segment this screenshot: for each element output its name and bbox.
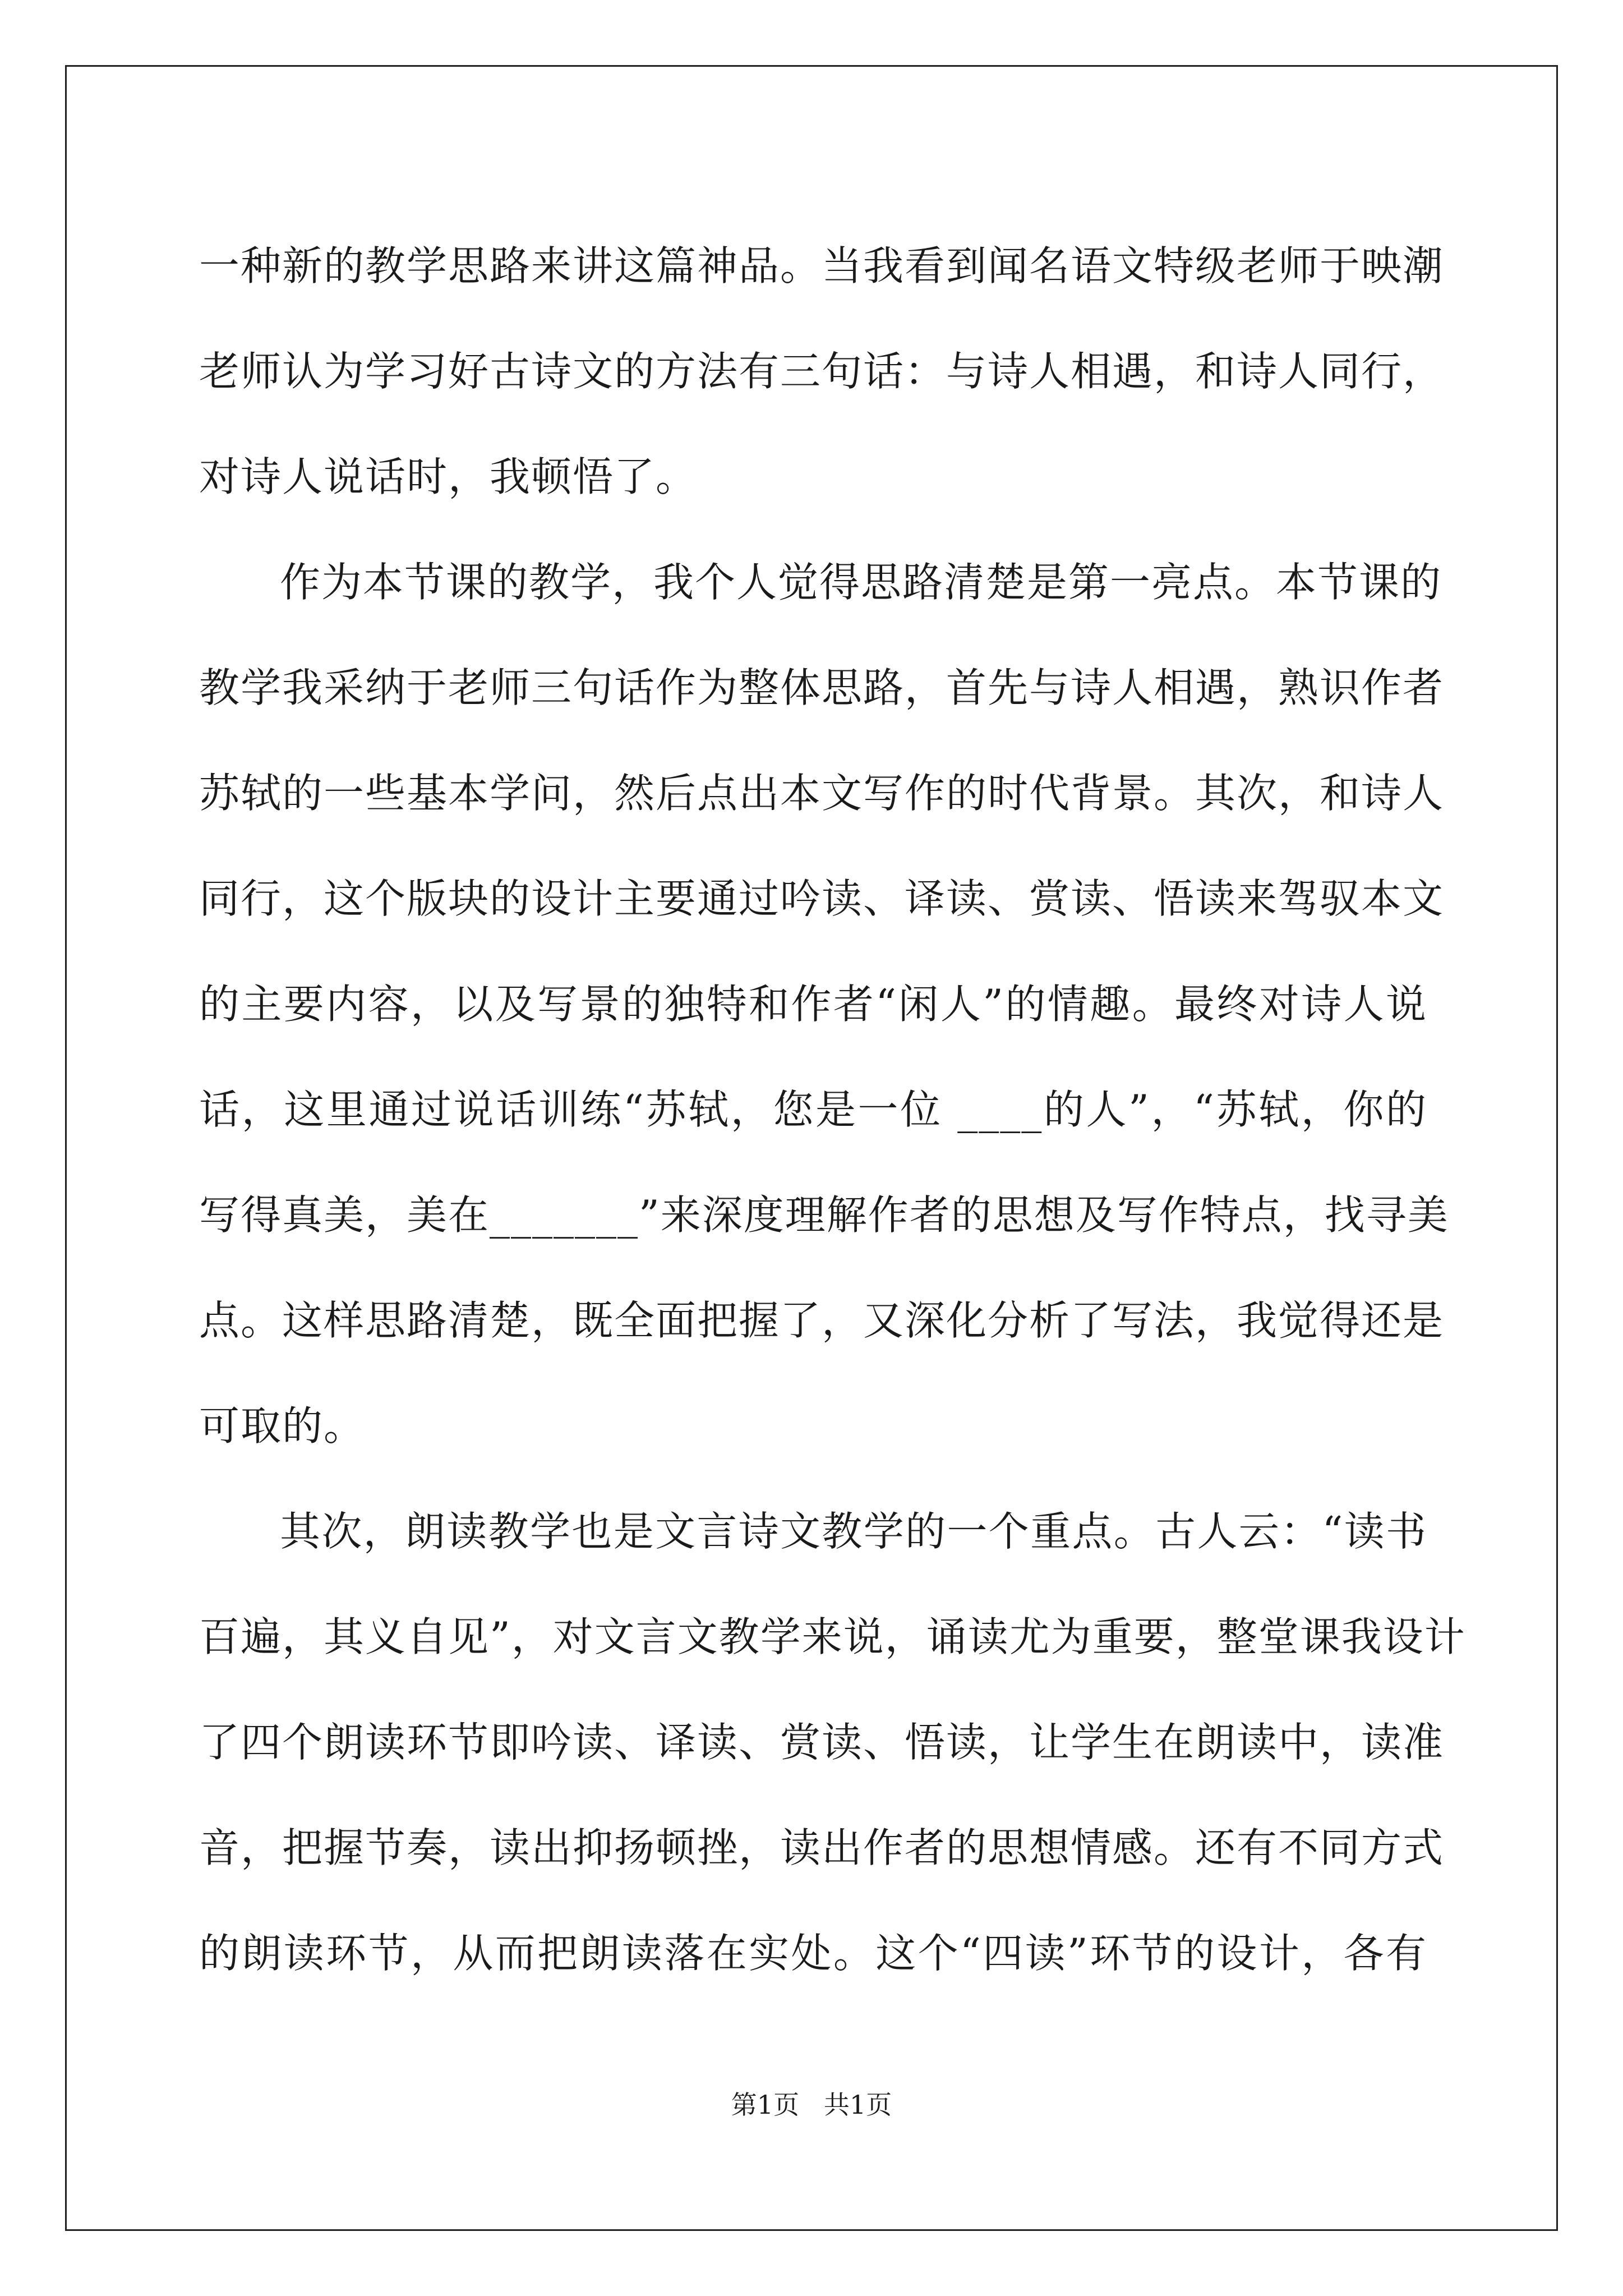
text-line: 一种新的教学思路来讲这篇神品。当我看到闻名语文特级老师于映潮 bbox=[199, 242, 1445, 289]
text-line: 话，这里通过说话训练“苏轼，您是一位 ____的人”，“苏轼，你的 bbox=[199, 1086, 1427, 1133]
text-line: 苏轼的一些基本学问，然后点出本文写作的时代背景。其次，和诗人 bbox=[199, 770, 1445, 817]
text-line: 音，把握节奏，读出抑扬顿挫，读出作者的思想情感。还有不同方式 bbox=[199, 1824, 1445, 1871]
page-number-footer: 第1页 共1页 bbox=[731, 2090, 892, 2120]
paragraph-3 bbox=[199, 1479, 1466, 2006]
text-line: 其次，朗读教学也是文言诗文教学的一个重点。古人云：“读书 bbox=[280, 1508, 1427, 1555]
text-line: 写得真美，美在_______”来深度理解作者的思想及写作特点，找寻美 bbox=[199, 1191, 1449, 1239]
text-line: 同行，这个版块的设计主要通过吟读、译读、赏读、悟读来驾驭本文 bbox=[199, 875, 1445, 922]
text-line: 百遍，其义自见”，对文言文教学来说，诵读尤为重要，整堂课我设计 bbox=[199, 1613, 1466, 1660]
text-line: 点。这样思路清楚，既全面把握了，又深化分析了写法，我觉得还是 bbox=[199, 1297, 1445, 1344]
text-line: 教学我采纳于老师三句话作为整体思路，首先与诗人相遇，熟识作者 bbox=[199, 664, 1445, 711]
text-line: 可取的。 bbox=[199, 1402, 366, 1450]
text-line: 的朗读环节，从而把朗读落在实处。这个“四读”环节的设计，各有 bbox=[199, 1930, 1427, 1977]
text-line: 了四个朗读环节即吟读、译读、赏读、悟读，让学生在朗读中，读准 bbox=[199, 1719, 1445, 1766]
paragraph-2 bbox=[199, 530, 1449, 1479]
text-line: 对诗人说话时，我顿悟了。 bbox=[199, 453, 698, 500]
text-line: 作为本节课的教学，我个人觉得思路清楚是第一亮点。本节课的 bbox=[280, 559, 1442, 606]
paragraph-1 bbox=[199, 213, 1445, 530]
text-line: 的主要内容，以及写景的独特和作者“闲人”的情趣。最终对诗人说 bbox=[199, 981, 1427, 1028]
text-line: 老师认为学习好古诗文的方法有三句话：与诗人相遇，和诗人同行， bbox=[199, 348, 1445, 395]
document-body bbox=[199, 213, 1466, 2006]
